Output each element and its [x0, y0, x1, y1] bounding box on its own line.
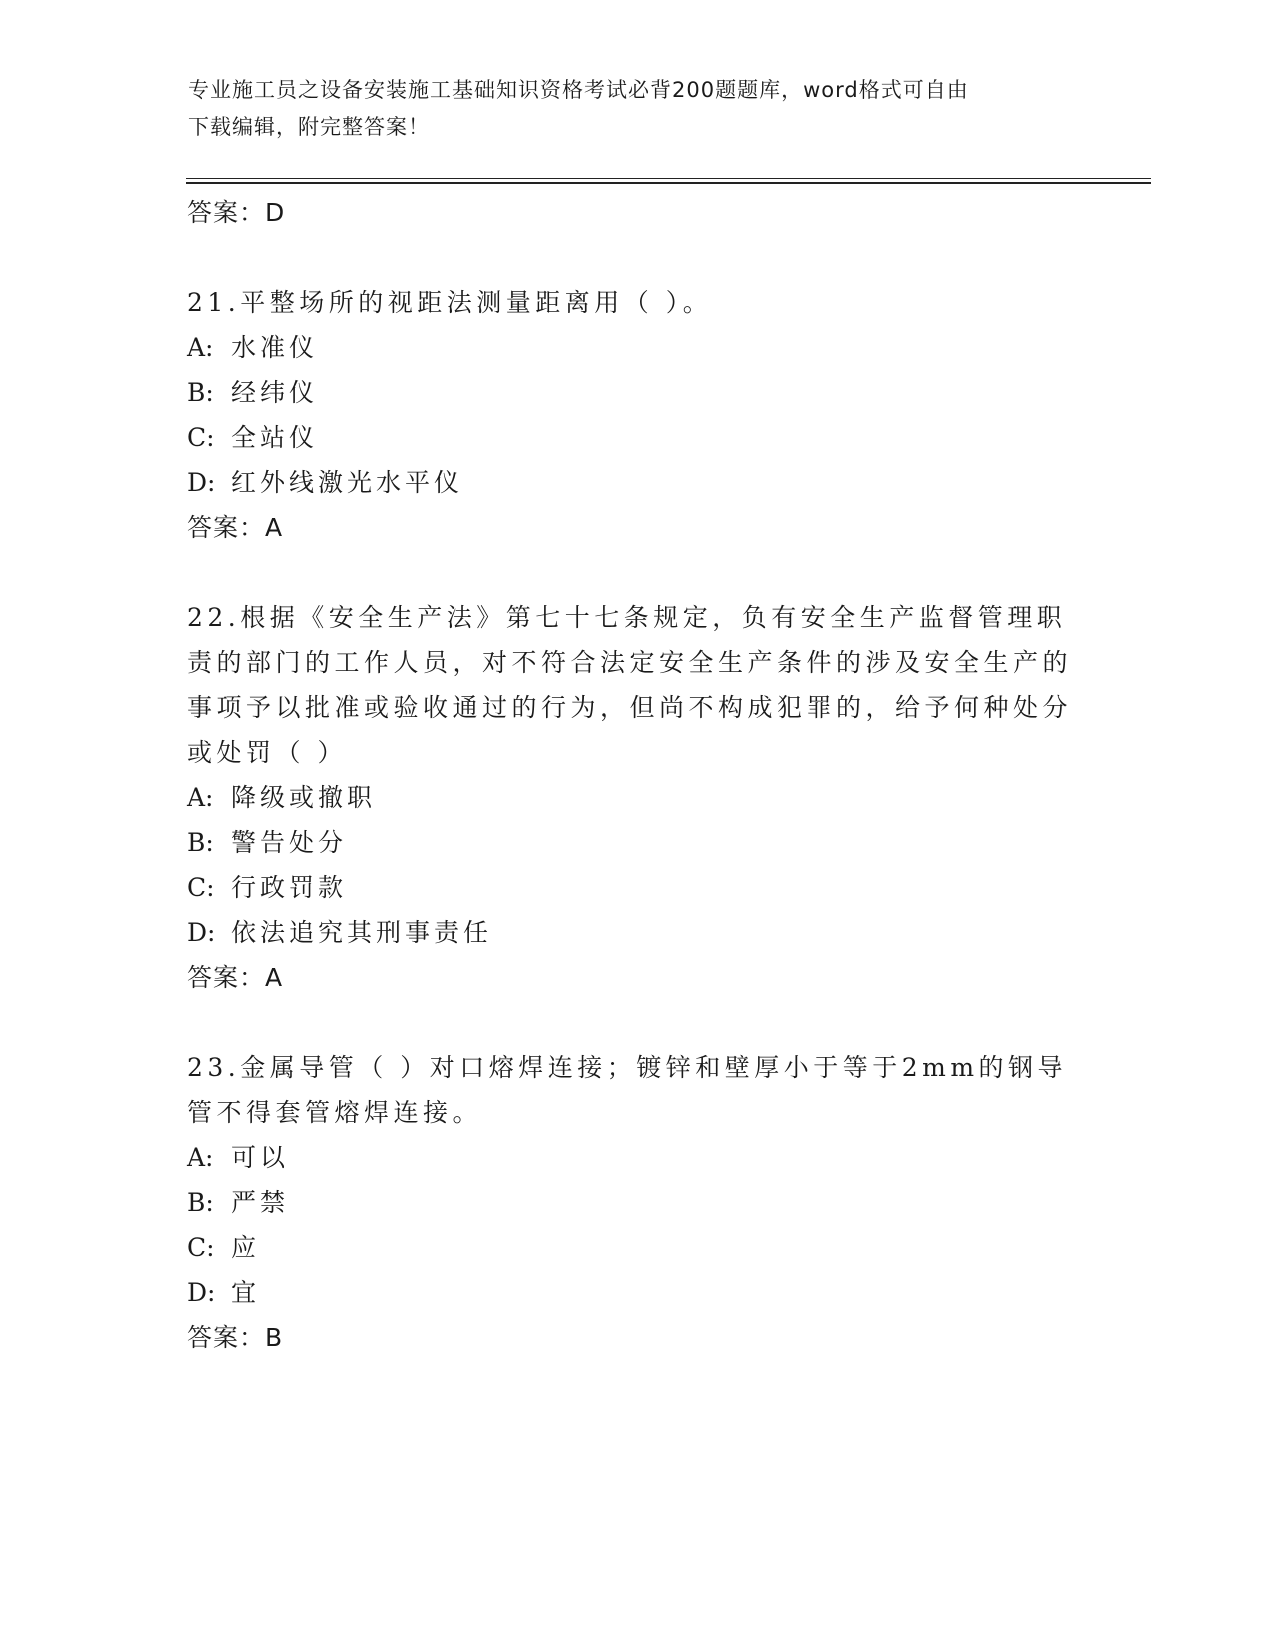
option-d	[187, 1270, 1087, 1315]
option-key: A:	[187, 1143, 214, 1172]
option-a	[187, 1135, 1087, 1180]
previous-answer	[187, 190, 1087, 236]
option-key: A:	[187, 333, 214, 362]
option-c	[187, 415, 1087, 460]
option-key: B:	[187, 1188, 214, 1217]
option-text: 经纬仪	[231, 378, 319, 407]
header-rule-thin	[186, 178, 1151, 179]
question-22	[187, 595, 1087, 1001]
option-b	[187, 370, 1087, 415]
question-answer	[187, 955, 1087, 1001]
option-c	[187, 1225, 1087, 1270]
question-stem: 21.平整场所的视距法测量距离用（ ）。	[187, 288, 713, 317]
answer-value: A	[265, 513, 284, 542]
question-stem: 23.金属导管（ ）对口熔焊连接；镀锌和壁厚小于等于2mm的钢导管不得套管熔焊连接。	[187, 1053, 1068, 1127]
option-c	[187, 865, 1087, 910]
option-text: 红外线激光水平仪	[231, 468, 464, 497]
option-key: B:	[187, 828, 214, 857]
option-b	[187, 1180, 1087, 1225]
answer-value: A	[265, 963, 284, 992]
option-key: D:	[187, 1278, 216, 1307]
option-key: C:	[187, 1233, 215, 1262]
option-d	[187, 460, 1087, 505]
option-key: C:	[187, 423, 215, 452]
question-21	[187, 280, 1087, 551]
option-text: 严禁	[231, 1188, 290, 1217]
option-key: A:	[187, 783, 214, 812]
option-d	[187, 910, 1087, 955]
option-text: 依法追究其刑事责任	[231, 918, 493, 947]
option-b	[187, 820, 1087, 865]
answer-label: 答案：	[187, 1323, 266, 1352]
answer-value: B	[265, 1323, 284, 1352]
answer-label: 答案：	[187, 963, 266, 992]
question-answer	[187, 1315, 1087, 1361]
option-key: C:	[187, 873, 215, 902]
option-text: 可以	[231, 1143, 290, 1172]
option-text: 应	[231, 1233, 261, 1262]
question-answer	[187, 505, 1087, 551]
answer-label: 答案：	[187, 513, 266, 542]
question-stem: 22.根据《安全生产法》第七十七条规定，负有安全生产监督管理职责的部门的工作人员，对不符合法定安全生产条件的涉及安全生产的事项予以批准或验收通过的行为，但尚不构成犯罪的，给予何种处分或处罚（ ）	[187, 603, 1073, 767]
answer-label: 答案：	[187, 198, 266, 227]
header-rule-thick	[186, 182, 1151, 184]
option-text: 宜	[231, 1278, 261, 1307]
header-line-1: 专业施工员之设备安装施工基础知识资格考试必背200题题库，word格式可自由	[188, 78, 969, 102]
option-a	[187, 325, 1087, 370]
option-key: D:	[187, 468, 216, 497]
header-line-2: 下载编辑，附完整答案！	[188, 115, 430, 139]
option-key: D:	[187, 918, 216, 947]
question-list	[187, 190, 1087, 1361]
option-text: 全站仪	[231, 423, 319, 452]
answer-value: D	[265, 198, 286, 227]
question-23	[187, 1045, 1087, 1361]
option-a	[187, 775, 1087, 820]
option-text: 降级或撤职	[231, 783, 377, 812]
document-header	[188, 72, 1088, 146]
option-text: 水准仪	[231, 333, 319, 362]
option-text: 行政罚款	[231, 873, 348, 902]
option-key: B:	[187, 378, 214, 407]
option-text: 警告处分	[231, 828, 348, 857]
